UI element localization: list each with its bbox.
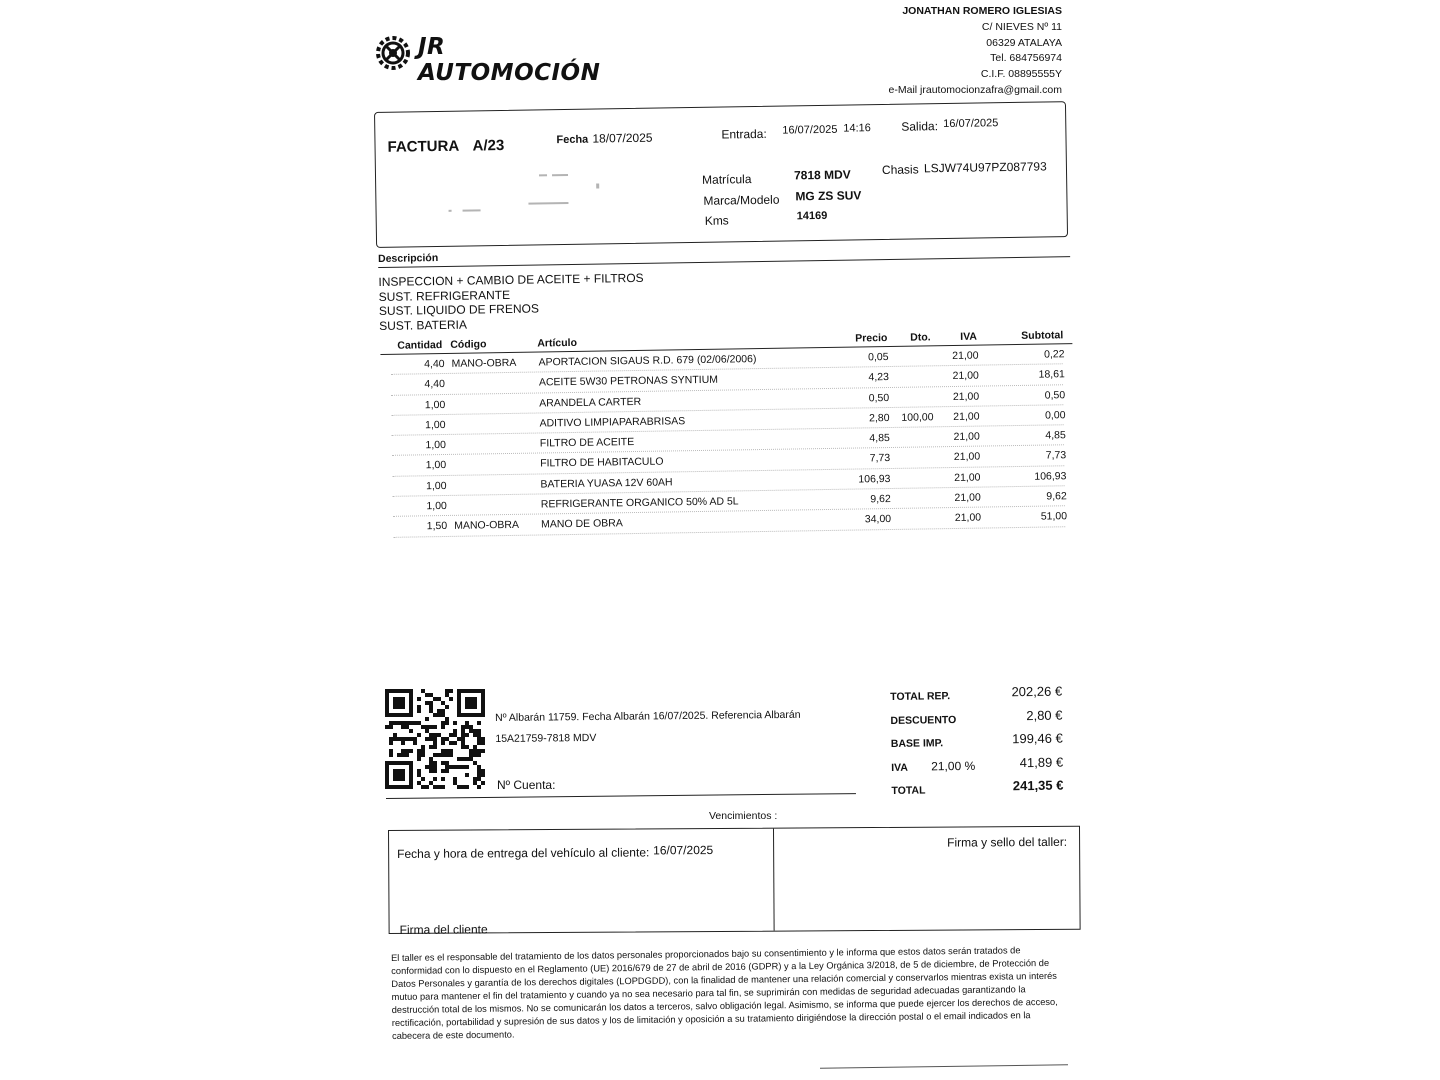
description-label: Descripción — [378, 242, 1070, 268]
col-article: Artículo — [537, 336, 578, 350]
delivery-date: 16/07/2025 — [653, 843, 714, 858]
cell-qty: 1,50 — [426, 520, 448, 533]
cell-vat: 21,00 — [954, 471, 981, 484]
discount-row — [888, 705, 1064, 731]
cell-price: 2,80 — [868, 411, 890, 425]
company-logo — [372, 30, 632, 86]
account-label: Nº Cuenta: — [497, 778, 556, 792]
vat-label: IVA — [891, 761, 908, 774]
cell-article: APORTACION SIGAUS R.D. 679 (02/06/2006) — [538, 353, 757, 369]
company-email: e-Mail jrautomocionzafra@gmail.com — [888, 83, 1062, 96]
cell-qty: 4,40 — [424, 357, 445, 371]
cell-vat: 21,00 — [952, 349, 979, 363]
cell-code: MANO-OBRA — [454, 519, 520, 533]
kms-label: Kms — [704, 213, 729, 228]
brand-name: JR AUTOMOCIÓN — [418, 34, 601, 86]
cell-subtotal: 4,85 — [1045, 429, 1066, 442]
cell-price: 34,00 — [864, 513, 892, 526]
entry-time: 14:16 — [843, 122, 871, 135]
cell-code: MANO-OBRA — [451, 356, 517, 370]
cell-article: MANO DE OBRA — [541, 517, 623, 531]
cell-qty: 1,00 — [425, 418, 446, 432]
cell-disc: 100,00 — [901, 411, 934, 424]
vat-percent: 21,00 % — [931, 758, 976, 773]
cell-price: 4,85 — [869, 432, 890, 445]
cell-article: FILTRO DE ACEITE — [539, 436, 635, 450]
cell-qty: 4,40 — [424, 378, 446, 391]
total-rep-row — [888, 682, 1064, 708]
total-rep-label: TOTAL REP. — [890, 690, 951, 703]
vat-value: 41,89 € — [1019, 754, 1064, 770]
model-label: Marca/Modelo — [703, 192, 780, 208]
cell-subtotal: 0,50 — [1044, 388, 1066, 402]
cell-article: ARANDELA CARTER — [539, 395, 642, 410]
redacted-customer-data — [375, 102, 1065, 113]
cell-price: 0,50 — [868, 391, 890, 404]
albaran-reference — [495, 705, 801, 750]
items-table-body — [380, 344, 1075, 538]
col-code: Código — [450, 338, 487, 351]
exit-date: 16/07/2025 — [943, 117, 999, 131]
kms-value: 14169 — [796, 209, 828, 223]
cell-vat: 21,00 — [953, 451, 981, 464]
plate-value: 7818 MDV — [793, 167, 851, 183]
cell-qty: 1,00 — [425, 459, 447, 472]
discount-label: DESCUENTO — [890, 713, 957, 727]
albaran-line-1: Nº Albarán 11759. Fecha Albarán 16/07/2025. Referencia Albarán — [495, 708, 801, 724]
items-table — [380, 315, 1075, 538]
invoice-date-label: Fecha — [556, 133, 589, 147]
cell-vat: 21,00 — [953, 410, 980, 423]
cell-article: FILTRO DE HABITACULO — [540, 456, 664, 470]
totals-panel — [888, 682, 1066, 802]
invoice-header-box — [374, 101, 1068, 248]
delivery-label: Fecha y hora de entrega del vehículo al cliente: — [397, 845, 650, 861]
company-city: 06329 ATALAYA — [986, 36, 1062, 49]
chassis-value: LSJW74U97PZ087793 — [923, 159, 1047, 176]
grand-total-label: TOTAL — [891, 784, 926, 797]
chassis-label: Chasis — [881, 162, 919, 178]
cell-subtotal: 0,22 — [1043, 348, 1065, 361]
signature-box — [388, 826, 1081, 937]
company-street: C/ NIEVES Nº 11 — [981, 20, 1062, 33]
cell-disc — [890, 350, 932, 351]
vat-row — [889, 752, 1065, 778]
signature-divider — [773, 829, 775, 931]
cell-price: 0,05 — [868, 351, 889, 364]
cell-disc — [893, 492, 935, 493]
description-line: SUST. LIQUIDO DE FRENOS — [378, 301, 540, 318]
col-price: Precio — [855, 332, 888, 345]
invoice-date: 18/07/2025 — [592, 130, 653, 146]
entry-date: 16/07/2025 — [782, 123, 838, 137]
entry-label: Entrada: — [721, 126, 767, 142]
cell-subtotal: 9,62 — [1046, 490, 1067, 503]
description-line: INSPECCION + CAMBIO DE ACEITE + FILTROS — [378, 270, 644, 289]
cell-disc — [892, 472, 934, 473]
footer-line — [820, 1064, 1068, 1068]
cell-subtotal: 106,93 — [1034, 470, 1067, 483]
cell-vat: 21,00 — [954, 491, 981, 505]
albaran-line-2: 15A21759-7818 MDV — [495, 731, 597, 745]
grand-total-value: 241,35 € — [1012, 777, 1064, 794]
cell-qty: 1,00 — [426, 500, 447, 513]
cell-subtotal: 18,61 — [1038, 368, 1065, 381]
divider — [386, 793, 856, 799]
cell-disc — [893, 513, 935, 514]
cell-price: 106,93 — [858, 472, 891, 486]
client-signature-label: Firma del cliente — [399, 922, 488, 937]
shop-signature-label: Firma y sello del taller: — [947, 834, 1068, 850]
cell-vat: 21,00 — [954, 511, 982, 525]
cell-subtotal: 7,73 — [1045, 449, 1067, 463]
invoice-number: A/23 — [472, 136, 505, 155]
cell-article: BATERIA YUASA 12V 60AH — [540, 476, 673, 491]
grand-total-row — [889, 776, 1065, 802]
discount-value: 2,80 € — [1026, 707, 1063, 723]
cell-disc — [892, 452, 934, 453]
exit-label: Salida: — [901, 119, 939, 134]
cell-qty: 1,00 — [424, 398, 446, 411]
cell-vat: 21,00 — [952, 390, 980, 403]
cell-subtotal: 0,00 — [1044, 409, 1066, 422]
company-phone: Tel. 684756974 — [990, 52, 1062, 65]
company-cif: C.I.F. 08895555Y — [980, 68, 1062, 81]
cell-vat: 21,00 — [953, 430, 980, 444]
total-rep-value: 202,26 € — [1011, 683, 1063, 700]
col-vat: IVA — [960, 330, 978, 343]
cell-disc — [891, 371, 933, 372]
cell-price: 4,23 — [868, 371, 889, 384]
description-line: SUST. REFRIGERANTE — [378, 287, 511, 304]
cell-article: ADITIVO LIMPIAPARABRISAS — [539, 415, 686, 430]
cell-subtotal: 51,00 — [1040, 510, 1068, 524]
cell-qty: 1,00 — [425, 439, 446, 452]
cell-disc — [892, 432, 934, 433]
col-qty: Cantidad — [397, 339, 443, 352]
cell-qty: 1,00 — [425, 479, 447, 493]
due-dates-label: Vencimientos : — [709, 810, 778, 822]
col-subtotal: Subtotal — [1021, 329, 1064, 342]
tax-base-value: 199,46 € — [1012, 730, 1063, 747]
qr-code — [385, 689, 485, 789]
invoice-title: FACTURA — [387, 137, 460, 156]
cell-article: ACEITE 5W30 PETRONAS SYNTIUM — [538, 373, 719, 389]
tax-base-label: BASE IMP. — [890, 737, 944, 750]
cell-price: 7,73 — [869, 452, 891, 465]
cell-article: REFRIGERANTE ORGANICO 50% AD 5L — [540, 495, 739, 511]
legal-notice: El taller es el responsable del tratamiento de los datos personales proporcionados bajo su consentimiento y le informa que estos datos serán tratados de conformidad con lo dispuesto en el Reglamento (UE) 2016/679 de 27 de abril de 2016 (GDPR) y a la Ley Orgánica 3/2018, de 5 de diciembre, de Protección de Datos Personales y garantía de los derechos digitales (LOPDGDD), con la finalidad de mantener una relación comercial y conservarlos mientras exista un interés mutuo para mantener el fin del tratamiento y cuando ya no sea necesario para tal fin, se suprimirán con medidas de seguridad adecuadas garantizando la destrucción total de los mismos. No se comunicarán los datos a terceros, salvo obligación legal. Asimismo, se informa que puede ejercer los derechos de acceso, rectificación, portabilidad y supresión de sus datos y los de limitación y oposición a su tratamiento dirigiéndose la dirección postal o el email indicados en la cabecera de este documento. — [391, 945, 1058, 1041]
cell-disc — [891, 391, 933, 392]
tax-base-row — [889, 729, 1065, 755]
company-owner: JONATHAN ROMERO IGLESIAS — [902, 5, 1062, 17]
gear-wrench-icon — [372, 32, 414, 74]
description-line: SUST. BATERIA — [379, 317, 468, 333]
cell-price: 9,62 — [870, 493, 891, 506]
cell-vat: 21,00 — [952, 369, 979, 383]
col-disc: Dto. — [910, 331, 931, 344]
plate-label: Matrícula — [701, 172, 752, 187]
company-info — [889, 4, 1062, 99]
model-value: MG ZS SUV — [795, 188, 862, 204]
